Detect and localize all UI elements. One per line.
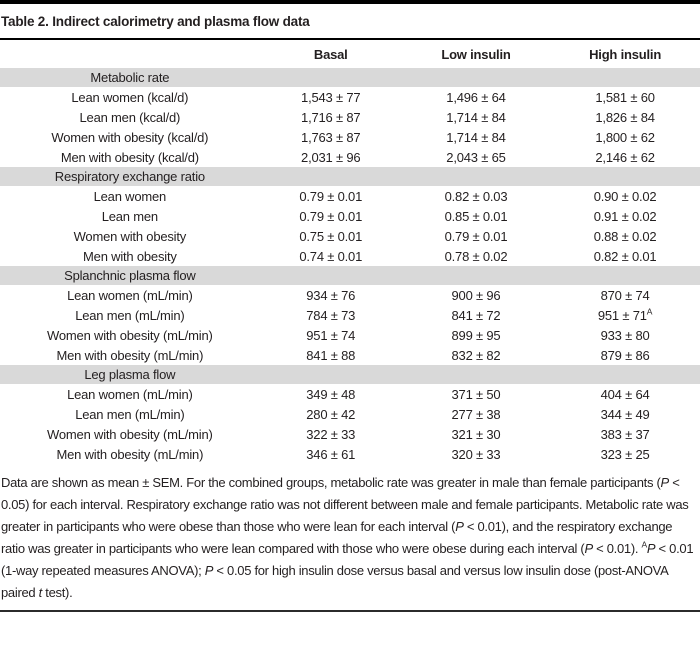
- section-header-row: [0, 167, 700, 186]
- section-header-row: [0, 68, 700, 87]
- data-cell: 1,800 ± 62: [595, 129, 655, 145]
- data-cell: 322 ± 33: [306, 426, 356, 442]
- data-cell: 0.85 ± 0.01: [444, 208, 508, 224]
- table-row: [0, 127, 700, 147]
- row-label: Men with obesity (kcal/d): [60, 149, 199, 165]
- data-cell: 321 ± 30: [451, 426, 501, 442]
- section-header-label: Leg plasma flow: [0, 365, 260, 384]
- footnote-italic-t: t: [38, 585, 42, 600]
- data-cell: 371 ± 50: [451, 386, 501, 402]
- data-cell: 404 ± 64: [600, 386, 650, 402]
- data-cell: 344 ± 49: [600, 406, 650, 422]
- footnote-text: < 0.01 (1-way repeated measures ANOVA);: [1, 541, 694, 578]
- data-cell: 841 ± 88: [306, 347, 356, 363]
- table-row: [0, 404, 700, 424]
- data-cell: 0.91 ± 0.02: [593, 208, 657, 224]
- row-label: Lean women (kcal/d): [71, 89, 189, 105]
- data-cell: 1,716 ± 87: [301, 109, 361, 125]
- table-row: [0, 424, 700, 444]
- data-cell: 900 ± 96: [451, 287, 501, 303]
- data-cell: 0.79 ± 0.01: [444, 228, 508, 244]
- footnote-text: < 0.05) for each interval. Respiratory exchange ratio was not different between male and female participants. Metabolic rate was greater in participants who were obese than those who were lean for each interval (: [1, 475, 689, 534]
- data-cell: 870 ± 74: [600, 287, 650, 303]
- data-cell: 1,581 ± 60: [595, 89, 655, 105]
- table-row: [0, 325, 700, 345]
- footnote-italic-p: P: [646, 541, 656, 556]
- data-cell: 383 ± 37: [600, 426, 650, 442]
- data-cell: 320 ± 33: [451, 446, 501, 462]
- footnote-italic-p: P: [584, 541, 593, 556]
- row-label: Women with obesity (mL/min): [47, 426, 213, 442]
- table-row: [0, 345, 700, 365]
- data-cell: 0.88 ± 0.02: [593, 228, 657, 244]
- data-cell: 323 ± 25: [600, 446, 650, 462]
- data-cell: 784 ± 73: [306, 307, 356, 323]
- data-cell: 899 ± 95: [451, 327, 501, 343]
- column-header-row: [0, 40, 700, 68]
- row-label: Women with obesity (mL/min): [47, 327, 213, 343]
- table-row: [0, 87, 700, 107]
- data-cell: 1,714 ± 84: [446, 109, 506, 125]
- section-header-label: Metabolic rate: [0, 68, 260, 87]
- table-row: [0, 246, 700, 266]
- data-cell: 1,714 ± 84: [446, 129, 506, 145]
- section-header-row: [0, 266, 700, 285]
- table-row: [0, 226, 700, 246]
- row-label: Lean women (mL/min): [67, 386, 193, 402]
- table-title: Table 2. Indirect calorimetry and plasma flow data: [0, 4, 700, 40]
- data-cell: 277 ± 38: [451, 406, 501, 422]
- table-row: [0, 206, 700, 226]
- data-cell: 1,826 ± 84: [595, 109, 655, 125]
- data-cell: 0.78 ± 0.02: [444, 248, 508, 264]
- section-header-row: [0, 365, 700, 384]
- data-cell: 1,763 ± 87: [301, 129, 361, 145]
- table-footnote: [0, 472, 700, 612]
- data-cell: 0.75 ± 0.01: [299, 228, 363, 244]
- row-label: Men with obesity: [83, 248, 177, 264]
- data-cell: 1,543 ± 77: [301, 89, 361, 105]
- column-header-high-insulin: High insulin: [589, 47, 662, 62]
- row-label: Lean men (mL/min): [75, 406, 185, 422]
- data-cell: 0.74 ± 0.01: [299, 248, 363, 264]
- footnote-text: < 0.01), and the respiratory exchange ratio was greater in participants who were lean compared with those who were obese during each interval (: [1, 519, 673, 556]
- column-header-basal: Basal: [313, 47, 348, 62]
- table-row: [0, 186, 700, 206]
- footnote-italic-p: P: [660, 475, 669, 490]
- footnote-text: test).: [41, 585, 73, 600]
- footnote-marker: A: [641, 539, 647, 550]
- data-cell: 879 ± 86: [600, 347, 650, 363]
- footnote-text: < 0.01).: [592, 541, 642, 556]
- data-cell: 2,146 ± 62: [595, 149, 655, 165]
- row-label: Lean men: [101, 208, 158, 224]
- data-cell: 0.79 ± 0.01: [299, 188, 363, 204]
- data-cell: 0.90 ± 0.02: [593, 188, 657, 204]
- data-cell: 2,031 ± 96: [301, 149, 361, 165]
- data-cell: 934 ± 76: [306, 287, 356, 303]
- data-cell: 0.79 ± 0.01: [299, 208, 363, 224]
- row-label: Lean women: [93, 188, 167, 204]
- table-row: [0, 147, 700, 167]
- data-cell: 832 ± 82: [451, 347, 501, 363]
- row-label: Women with obesity (kcal/d): [51, 129, 209, 145]
- data-cell: 0.82 ± 0.01: [593, 248, 657, 264]
- row-label: Women with obesity: [73, 228, 187, 244]
- table-row: [0, 285, 700, 305]
- table-row: [0, 444, 700, 464]
- data-value: 951 ± 71: [597, 307, 647, 323]
- footnote-marker: A: [646, 306, 653, 317]
- table-row: [0, 305, 700, 325]
- data-cell: 346 ± 61: [306, 446, 356, 462]
- data-cell: 280 ± 42: [306, 406, 356, 422]
- table-row: [0, 384, 700, 404]
- data-cell: [550, 305, 700, 325]
- data-cell: 933 ± 80: [600, 327, 650, 343]
- data-cell: 349 ± 48: [306, 386, 356, 402]
- section-header-label: Splanchnic plasma flow: [0, 266, 260, 285]
- section-header-label: Respiratory exchange ratio: [0, 167, 260, 186]
- row-label: Lean women (mL/min): [67, 287, 193, 303]
- footnote-text: < 0.05 for high insulin dose versus basal and versus low insulin dose (post-ANOVA paired: [1, 563, 668, 600]
- row-label: Men with obesity (mL/min): [56, 446, 204, 462]
- footnote-italic-p: P: [204, 563, 214, 578]
- data-cell: 1,496 ± 64: [446, 89, 506, 105]
- footnote-italic-p: P: [455, 519, 464, 534]
- row-label: Men with obesity (mL/min): [56, 347, 204, 363]
- data-cell: 0.82 ± 0.03: [444, 188, 508, 204]
- data-cell: 951 ± 74: [306, 327, 356, 343]
- footnote-text: Data are shown as mean ± SEM. For the combined groups, metabolic rate was greater in male than female participants (: [1, 475, 661, 490]
- column-header-empty: [0, 40, 260, 68]
- data-cell: 841 ± 72: [451, 307, 501, 323]
- column-header-low-insulin: Low insulin: [441, 47, 511, 62]
- table-row: [0, 107, 700, 127]
- row-label: Lean men (kcal/d): [79, 109, 181, 125]
- data-table: [0, 40, 700, 464]
- row-label: Lean men (mL/min): [75, 307, 185, 323]
- data-cell: 2,043 ± 65: [446, 149, 506, 165]
